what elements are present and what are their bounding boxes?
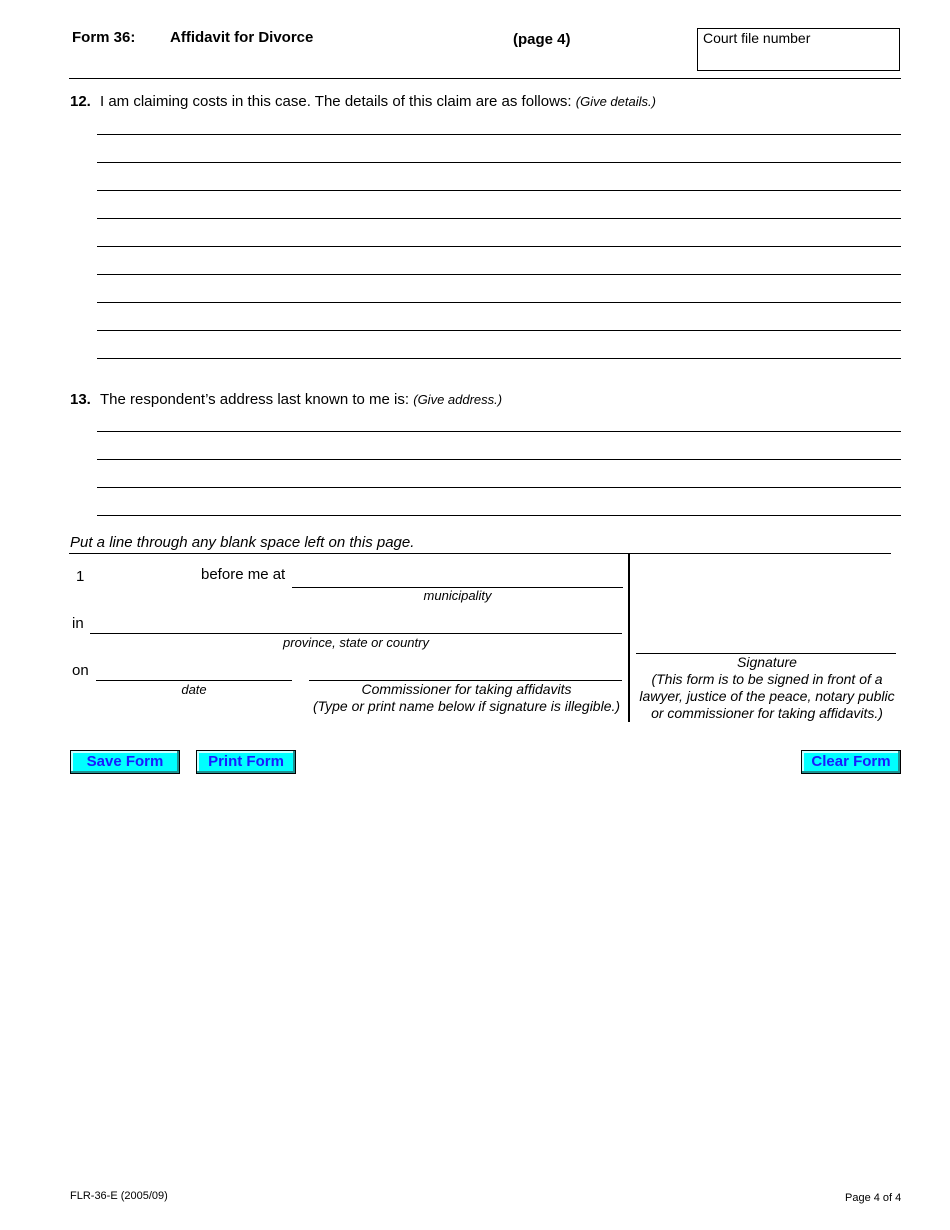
q12-fill-line <box>97 246 901 247</box>
q12-number: 12. <box>70 93 91 110</box>
page-indicator: (page 4) <box>513 31 571 48</box>
signature-caption-block <box>634 654 900 722</box>
q13-hint: (Give address.) <box>413 392 503 407</box>
instruction-divider <box>69 553 891 554</box>
signature-caption: Signature <box>737 654 797 670</box>
q12-fill-line <box>97 218 901 219</box>
q13-fill-line <box>97 515 901 516</box>
q13-number: 13. <box>70 391 91 408</box>
commissioner-caption <box>309 681 624 715</box>
q12-fill-line <box>97 330 901 331</box>
q12-hint: (Give details.) <box>575 94 656 109</box>
q12-fill-line <box>97 302 901 303</box>
form-title: Affidavit for Divorce <box>170 29 314 46</box>
q12-fill-line <box>97 190 901 191</box>
header-divider <box>69 78 901 79</box>
court-file-number-label: Court file number <box>703 30 811 46</box>
save-form-button[interactable]: Save Form <box>70 750 180 774</box>
footnote-marker: 1 <box>76 568 85 585</box>
commissioner-caption-line2: (Type or print name below if signature is illegible.) <box>312 698 621 714</box>
on-label: on <box>72 662 89 679</box>
blank-space-instruction: Put a line through any blank space left on this page. <box>70 534 415 551</box>
q12-fill-line <box>97 162 901 163</box>
signature-note-line3: or commissioner for taking affidavits.) <box>651 705 883 721</box>
q12-fill-line <box>97 134 901 135</box>
q13-fill-line <box>97 487 901 488</box>
q12-question: I am claiming costs in this case. The details of this claim are as follows: <box>100 93 572 110</box>
signature-note-line2: lawyer, justice of the peace, notary public <box>639 688 895 704</box>
before-me-at-label: before me at <box>201 566 286 583</box>
province-input[interactable] <box>90 633 622 634</box>
date-caption: date <box>181 682 207 697</box>
clear-form-button[interactable]: Clear Form <box>801 750 901 774</box>
q12-text <box>100 93 656 110</box>
form-number: Form 36: <box>72 29 136 46</box>
q12-fill-line <box>97 358 901 359</box>
in-label: in <box>72 615 84 632</box>
q13-text <box>100 391 502 408</box>
date-input[interactable] <box>96 680 292 681</box>
signature-note-line1: (This form is to be signed in front of a <box>651 671 883 687</box>
q13-fill-line <box>97 431 901 432</box>
q12-fill-line <box>97 274 901 275</box>
municipality-caption: municipality <box>423 588 492 603</box>
form-code: FLR-36-E (2005/09) <box>70 1190 168 1202</box>
province-caption: province, state or country <box>283 635 429 650</box>
signature-divider <box>628 553 630 722</box>
page-count: Page 4 of 4 <box>845 1192 902 1204</box>
q13-question: The respondent’s address last known to me is: <box>100 391 410 408</box>
print-form-button[interactable]: Print Form <box>196 750 296 774</box>
commissioner-caption-line1: Commissioner for taking affidavits <box>361 681 572 697</box>
q13-fill-line <box>97 459 901 460</box>
court-file-number-field[interactable] <box>697 28 900 71</box>
